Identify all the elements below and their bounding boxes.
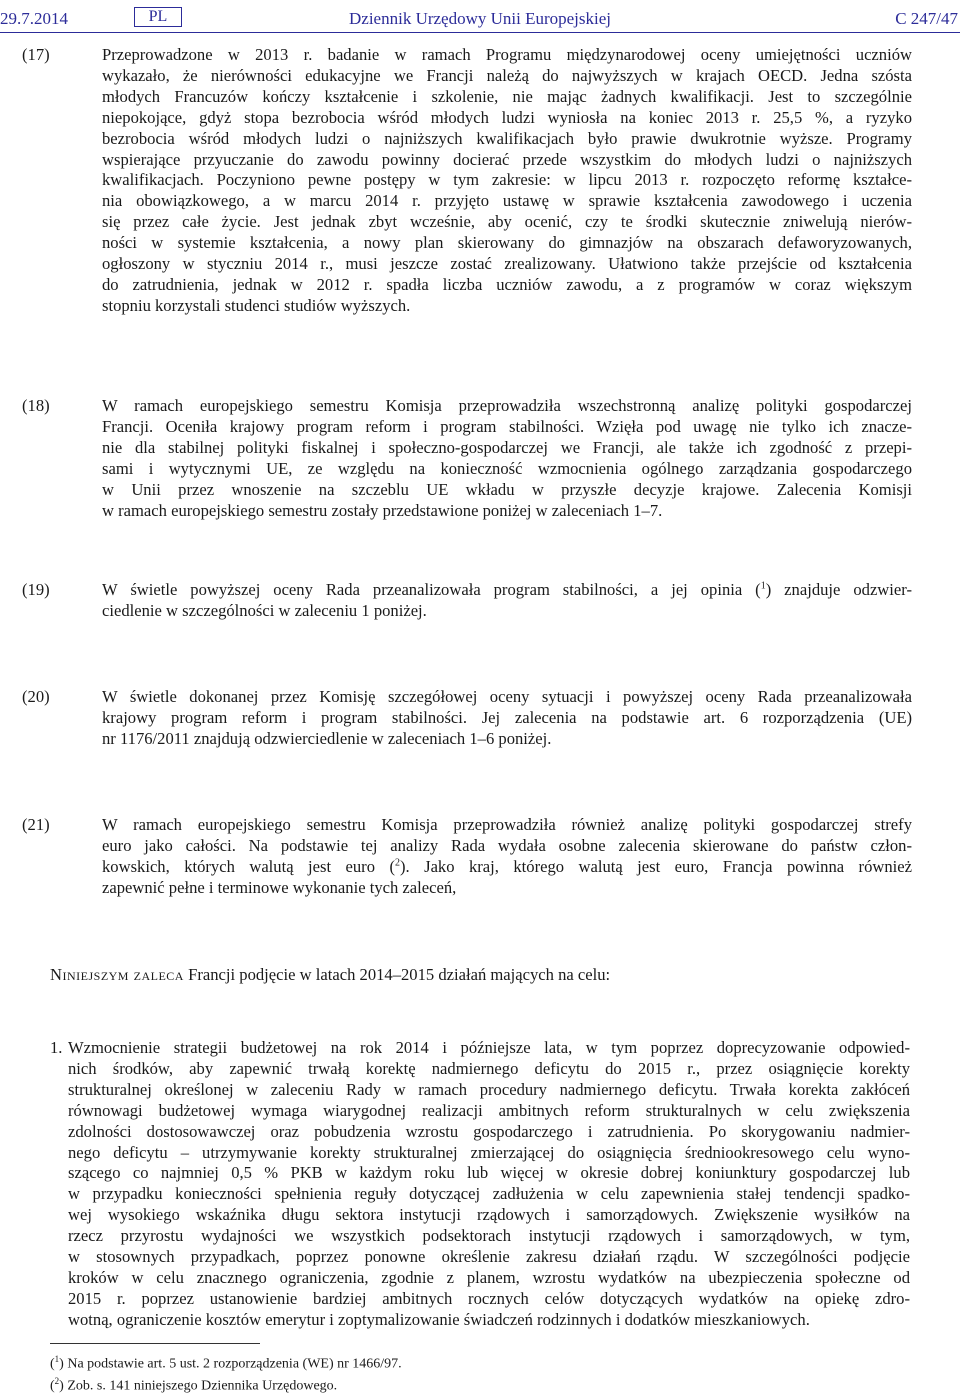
text-line: strukturalnej określonej w zaleceniu Rady w ramach procedury nadmiernego deficytu. Trwała korekta zakłóceń: [68, 1079, 910, 1099]
recital-18: [22, 396, 912, 521]
text-line: ności w systemie kształcenia, a nowy plan skierowany do gimnazjów na obszarach defaworyzowanych,: [102, 233, 912, 253]
recommendation-keyword: Niniejszym zaleca: [50, 965, 184, 984]
text-line: W świetle dokonanej przez Komisję szczegółowej oceny sytuacji i powyższej oceny Rada przeanalizowała: [102, 687, 912, 706]
text-line: w stosownych przypadkach, poprzez ponowne określenie zakresu działań rządu. W szczególności podjęcie: [68, 1247, 910, 1267]
recital-number: (19): [22, 580, 50, 599]
recital-text: [102, 687, 912, 750]
text-line: Wzmocnienie strategii budżetowej na rok 2014 i późniejsze lata, w tym poprzez doprecyzowanie odpowied-: [68, 1038, 910, 1057]
footnote-text: Zob. s. 141 niniejszego Dziennika Urzędowego.: [63, 1378, 338, 1394]
text-line: wej wysokiego wskaźnika długu sektora instytucji rządowych i samorządowych. Zwiększenie wysiłków na: [68, 1205, 910, 1225]
footnote-ref[interactable]: 1: [760, 580, 766, 592]
footnote-text: Na podstawie art. 5 ust. 2 rozporządzenia (WE) nr 1466/97.: [63, 1356, 402, 1372]
text-line: wykazało, że nierówności edukacyjne we Francji należą do najwyższych w krajach OECD. Jedna szósta: [102, 65, 912, 85]
text-line: euro jako całości. Na podstawie tej analizy Rada wydała osobne zalecenia skierowane do państw człon-: [102, 835, 912, 855]
header-divider: [0, 32, 960, 33]
recital-number: (17): [22, 45, 50, 64]
text-fragment: ) znajduje odzwier-: [765, 580, 912, 599]
text-line: wotną, ograniczenie kosztów emerytur i zoptymalizowanie świadczeń rodzinnych i dodatków mieszkaniowych.: [68, 1309, 810, 1329]
text-line: nich środków, aby zapewnić trwałą korektę nadmiernego deficytu do 2015 r., przez osiągnięcie korekty: [68, 1058, 910, 1078]
publication-date: 29.7.2014: [0, 9, 68, 28]
recital-number: (20): [22, 687, 50, 706]
text-line: krajowy program reform i program stabilności. Jej zalecenia na podstawie art. 6 rozporządzenia (UE): [102, 707, 912, 727]
footnote-ref[interactable]: 2: [394, 857, 400, 869]
recital-19: [22, 580, 912, 622]
text-line: szącego co najmniej 0,5 % PKB w każdym roku lub więcej w okresie dobrej koniunktury gospodarczej lub: [68, 1163, 910, 1183]
text-line: się przez całe życie. Jest jednak zbyt wcześnie, aby ocenić, czy te środki skutecznie zniwelują nierów-: [102, 212, 912, 232]
recital-text: [102, 396, 912, 521]
text-line: w Unii przez wnoszenie na szczeblu UE wkładu w przyszłe decyzje krajowe. Zalecenia Komisji: [102, 479, 912, 499]
text-line: nia obowiązkowego, a w marcu 2014 r. przyjęto ustawę w sprawie kształcenia zawodowego i uczenia: [102, 191, 912, 211]
text-line: zapewnić pełne i terminowe wykonanie tych zaleceń,: [102, 877, 457, 897]
text-line: zdolności dostosowawczej oraz pobudzenia wzrostu gospodarczego i zatrudnienia. Po skorygowaniu nadmier-: [68, 1121, 910, 1141]
text-line: [102, 857, 912, 878]
page-reference: C 247/47: [895, 9, 958, 28]
text-line: Przeprowadzone w 2013 r. badanie w ramach Programu międzynarodowej oceny umiejętności uczniów: [102, 45, 912, 64]
recommendation-number: 1.: [50, 1038, 63, 1057]
recommendation-text: Francji podjęcie w latach 2014–2015 działań mających na celu:: [183, 965, 611, 984]
journal-title: Dziennik Urzędowy Unii Europejskiej: [349, 9, 612, 28]
text-line: młodych Francuzów kończy kształcenie i szkolenie, nie mając żadnych kwalifikacji. Jest to szczególnie: [102, 86, 912, 106]
text-line: nr 1176/2011 znajdują odzwierciedlenie w zaleceniach 1–6 poniżej.: [102, 728, 552, 748]
journal-header: [0, 5, 960, 29]
text-line: w przypadku konieczności spełnienia reguły dotyczącej zadłużenia w celu zapewnienia stałej tendencji spadko-: [68, 1184, 910, 1204]
recital-number: (21): [22, 815, 50, 834]
recital-21: [22, 815, 912, 899]
recital-text: [102, 45, 912, 317]
recital-text: [102, 815, 912, 899]
footnote-1: ($^1$) Na podstawie art. 5 ust. 2 rozporządzenia (WE) nr 1466/97.: [50, 1354, 402, 1372]
footnote-mark: 2: [54, 1376, 60, 1386]
text-line: nie dla stabilnej polityki fiskalnej i społeczno-gospodarczej we Francji, ale także ich zgodność z przepi-: [102, 437, 912, 457]
text-line: W ramach europejskiego semestru Komisja przeprowadziła również analizę polityki gospodarczej strefy: [102, 815, 912, 834]
text-line: sami i wytycznymi UE, ze względu na konieczność wzmocnienia ogólnego zarządzania gospodarczego: [102, 458, 912, 478]
recital-17: [22, 45, 912, 317]
text-line: stopniu korzystali studenci studiów wyższych.: [102, 295, 411, 315]
text-line: kwalifikacjach. Poczyniono pewne postępy w tym zakresie: w lipcu 2013 r. rozpoczęto reformę kształce-: [102, 170, 912, 190]
text-line: W ramach europejskiego semestru Komisja przeprowadziła wszechstronną analizę polityki gospodarczej: [102, 396, 912, 415]
text-line: rzecz przyrostu wydajności we wszystkich podsektorach instytucji rządowych i samorządowych, w tym,: [68, 1226, 910, 1246]
text-fragment: W świetle powyższej oceny Rada przeanalizowała program stabilności, a jej opinia (: [102, 580, 761, 599]
text-fragment: ). Jako kraj, którego walutą jest euro, Francja powinna również: [399, 856, 913, 876]
footnote-mark: 1: [54, 1354, 60, 1364]
text-line: 2015 r. poprzez ustanowienie bardziej ambitnych rocznych celów dotyczących wydatków na opiekę zdro-: [68, 1288, 910, 1308]
recital-text: [102, 580, 912, 622]
text-line: niepokojące, gdyż stopa bezrobocia wśród młodych ludzi wyniosła na koniec 2013 r. 25,5 %, a ryzyko: [102, 107, 912, 127]
text-line: równowagi budżetowej wymaga wiarygodnej realizacji ambitnych reform strukturalnych w celu zwiększenia: [68, 1100, 910, 1120]
text-line: ciedlenie w szczególności w zaleceniu 1 poniżej.: [102, 600, 427, 620]
text-line: bezrobocia wśród młodych ludzi o najniższych kwalifikacjach było prawie dwukrotnie wyższe. Programy: [102, 128, 912, 148]
recital-number: (18): [22, 396, 50, 415]
text-line: ogłoszony w styczniu 2014 r., musi jeszcze zostać zrealizowany. Ułatwiono także przejście od kształcenia: [102, 254, 912, 274]
text-line: w ramach europejskiego semestru zostały przedstawione poniżej w zaleceniach 1–7.: [102, 500, 663, 520]
recital-20: [22, 687, 912, 750]
recommendation-1: [50, 1038, 910, 1331]
text-line: nego deficytu – utrzymywanie korekty strukturalnej zmierzającej do osiągnięcia średniookresowego celu wyno-: [68, 1142, 910, 1162]
recommendation-body: [68, 1038, 910, 1331]
recommendation-intro: [50, 965, 610, 985]
text-fragment: kowskich, których walutą jest euro (: [102, 856, 395, 876]
text-line: do zatrudnienia, jednak w 2012 r. spadła liczba uczniów zawodu, a z programów w coraz większym: [102, 274, 912, 294]
text-line: [102, 580, 912, 601]
text-line: wspierające przyuczanie do zawodu powinny docierać przede wszystkim do młodych ludzi o najniższych: [102, 149, 912, 169]
footnote-2: ($^2$) Zob. s. 141 niniejszego Dziennika Urzędowego.: [50, 1376, 338, 1394]
language-badge: PL: [134, 7, 182, 27]
text-line: Francji. Oceniła krajowy program reform i program stabilności. Wzięła pod uwagę nie tylko ich znacze-: [102, 416, 912, 436]
footnote-divider: [50, 1343, 260, 1344]
text-line: kroków w celu znacznego ograniczenia, zgodnie z planem, wzrostu wydatków na ubezpieczenia społeczne od: [68, 1267, 910, 1287]
